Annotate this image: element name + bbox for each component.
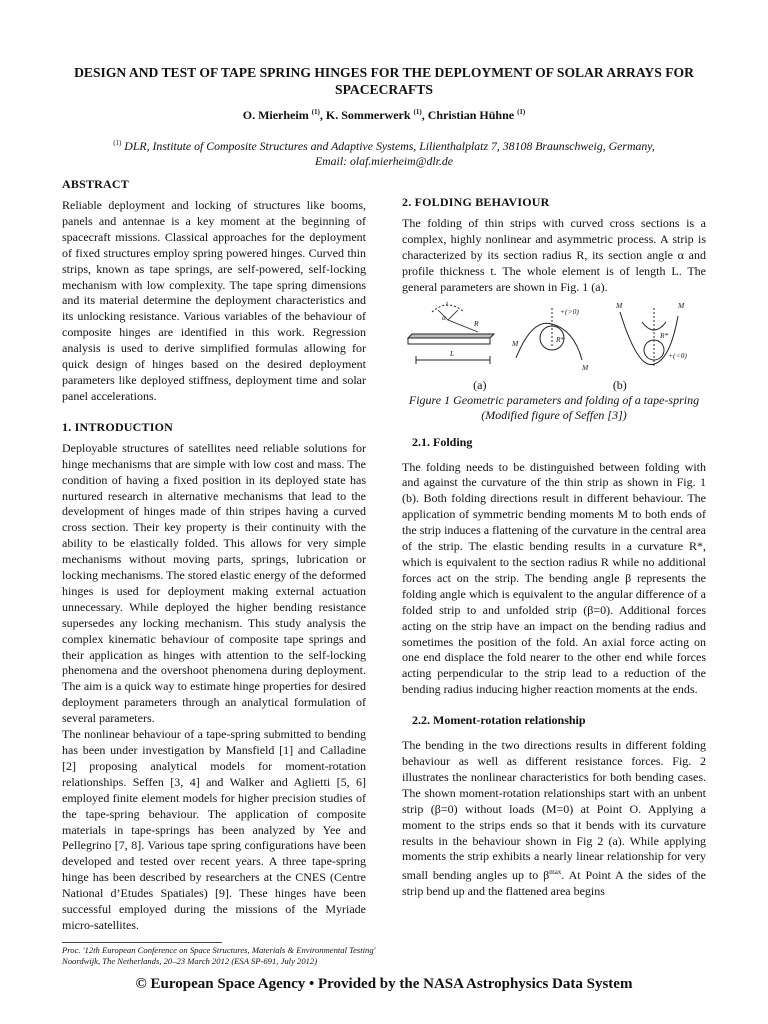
folding-subsection-paragraph: The folding needs to be distinguished between folding with and against the curvature of the thin strip as shown in Fig. 1 (b). Both folding directions result in different behaviour. The application of symmetric bending moments M to both ends of the strip induces a flattening of the curvature in the central area of the strip. The elastic bending results in a curvature R*, which is equivalent to the section radius R while no additional forces act on the strip. The bending angle β represents the folding angle which is equivalent to the angular difference of a folded strip to and unfolded strip (β=0). Additional forces acting on the strip have an impact on the bending radius and sometimes the position of the fold. An axial force acting on one end displace the fold nearer to the other end while forces acting perpendicular to the strip lead to a reduction of the bending radius inducing higher reaction moments at the ends. xyxy=(402,459,706,697)
right-column xyxy=(402,176,706,900)
author-name: K. Sommerwerk xyxy=(325,108,411,122)
symbol-moment-left-b: M xyxy=(616,300,623,310)
moment-rotation-paragraph: The bending in the two directions results in different folding behaviour as well as different resistance forces. Fig. 2 illustrates the nonlinear characteristics for both bending cases. The shown moment-rotation relationships start with an unbent strip (β=0) without loads (M=0) at Point O. Applying a moment to the strips ends so that it bends with its curvature results in the behaviour shown in Fig 2 (a). While applying moments the strip exhibits a nearly linear relationship for very small bending angles up to $\beta^{max}$. At Point A the sides of the strip bend up and the flattened area begins xyxy=(402,738,706,899)
footnote-divider xyxy=(62,942,222,943)
author-affiliation-mark: (1) xyxy=(517,108,526,116)
figure-1-caption: Figure 1 Geometric parameters and folding of a tape-spring (Modified figure of Seffen [3]) xyxy=(408,392,700,423)
footnote-line: Noordwijk, The Netherlands, 20–23 March 2012 (ESA SP-691, July 2012) xyxy=(62,956,318,966)
abstract-text: Reliable deployment and locking of structures like booms, panels and antennae is a key moment at the beginning of spacecraft missions. Classical approaches for the deployment of fixed structures employ spring powered hinges. Curved thin strips, known as tape springs, are self-powered, self-locking mechanism with low complexity. The tape spring dimensions and its material determine the deployment characteristics and its unlocking resistance. Various variables of the behaviour of composite hinges are identified in this work. Regression analysis is used to derive simplified formulas allowing for quick design of hinges based on the desired deployment parameters like deployed stiffness, deployment time and solar panel accelerations. xyxy=(62,198,366,403)
folding-behaviour-paragraph: The folding of thin strips with curved cross sections is a complex, highly nonlinear and asymmetric process. A strip is characterized by its section radius R, its section angle α and profile thickness t. The whole element is of length L. The general parameters are shown in Fig. 1 (a). xyxy=(402,216,706,294)
abstract-heading: ABSTRACT xyxy=(62,177,129,191)
symbol-R-star: R* xyxy=(556,334,565,344)
symbol-R-star-b: R* xyxy=(660,330,669,340)
footer-attribution: © European Space Agency • Provided by the NASA Astrophysics Data System xyxy=(135,976,633,992)
symbol-moment-left: M xyxy=(512,338,519,348)
author-affiliation-mark: (1) xyxy=(413,108,422,116)
figure-1-label-b: (b) xyxy=(612,377,627,392)
page-title: DESIGN AND TEST OF TAPE SPRING HINGES FOR THE DEPLOYMENT OF SOLAR ARRAYS FOR SPACECRAFTS xyxy=(74,65,694,97)
symbol-R: R xyxy=(474,318,479,328)
figure-1-panel-labels xyxy=(410,378,690,393)
introduction-paragraph: Deployable structures of satellites need reliable solutions for hinge mechanisms that are simple with low cost and mass. The condition of having a fixed position in its deployed state has nurtured research in alternative mechanisms that lead to the development of hinges made of thin stripes having a curved cross section. Their key property is their continuity with the ability to be elastically folded. This allows for very simple mechanisms without moving parts, springs, lubrication or locking mechanisms. The stored elastic energy of the deformed hinges is used for deployment making external actuation unnecessary. While deployed the higher bending resistance supersedes any locking mechanism. This study analysis the complex kinematic behaviour of composite tape springs and their application as hinges with attention to the self-locking phenomena and the overshoot phenomena during deployment. The aim is a quick way to estimate hinge properties for desired deployment parameters through an analytical formulation of several parameters. xyxy=(62,440,366,726)
symbol-L: L xyxy=(450,348,455,358)
affiliation xyxy=(60,136,708,170)
affiliation-email: Email: olaf.mierheim@dlr.de xyxy=(314,154,454,169)
footnote-line: Proc. '12th European Conference on Space Structures, Materials & Environmental Testing' xyxy=(62,945,376,955)
symbol-t: t xyxy=(446,298,449,308)
author-name: Christian Hühne xyxy=(427,108,515,122)
introduction-paragraph: The nonlinear behaviour of a tape-spring submitted to bending has been under investigation by Mansfield [1] and Calladine [2] proposing analytical models for moment-rotation relationships. Seffen [3, 4] and Walker and Aglietti [5, 6] employed finite element models for higher precision studies of the tape-spring behaviour. The application of composite materials in tape-springs has been analyzed by Yee and Pellegrino [7, 8]. Various tape spring configurations have been developed and tested over recent years. A three tape-spring hinge has been described by researchers at the CNES (Centre National d’Etudes Spatiales) [9]. These hinges have been successful employed during the missions of the Myriade micro-satellites. xyxy=(62,727,366,932)
conference-footnote xyxy=(62,945,376,967)
symbol-alpha: α xyxy=(442,312,446,322)
left-column xyxy=(62,176,366,934)
figure-1-label-a: (a) xyxy=(473,377,487,392)
author-name: O. Mierheim xyxy=(242,108,309,122)
affiliation-mark: (1) xyxy=(113,139,122,147)
symbol-moment-right-b: M xyxy=(678,300,685,310)
author-list: O. Mierheim $^{(1)}$, K. Sommerwerk $^{(1)}$, Christian Hühne $^{(1)}$ xyxy=(242,108,526,122)
folding-behaviour-heading: 2. FOLDING BEHAVIOUR xyxy=(402,195,550,209)
author-affiliation-mark: (1) xyxy=(311,108,320,116)
introduction-heading: 1. INTRODUCTION xyxy=(62,419,174,434)
moment-rotation-heading: 2.2. Moment-rotation relationship xyxy=(412,713,586,728)
figure-1-drawing xyxy=(402,298,706,378)
figure-1 xyxy=(402,298,706,378)
folding-subsection-heading: 2.1. Folding xyxy=(412,434,473,449)
affiliation-address: DLR, Institute of Composite Structures and Adaptive Systems, Lilienthalplatz 7, 38108 Braunschweig, Germany, xyxy=(121,138,655,153)
symbol-moment-right: M xyxy=(582,362,589,372)
symbol-beta-positive: +(>0) xyxy=(560,306,579,316)
symbol-beta-negative: +(<0) xyxy=(668,350,687,360)
